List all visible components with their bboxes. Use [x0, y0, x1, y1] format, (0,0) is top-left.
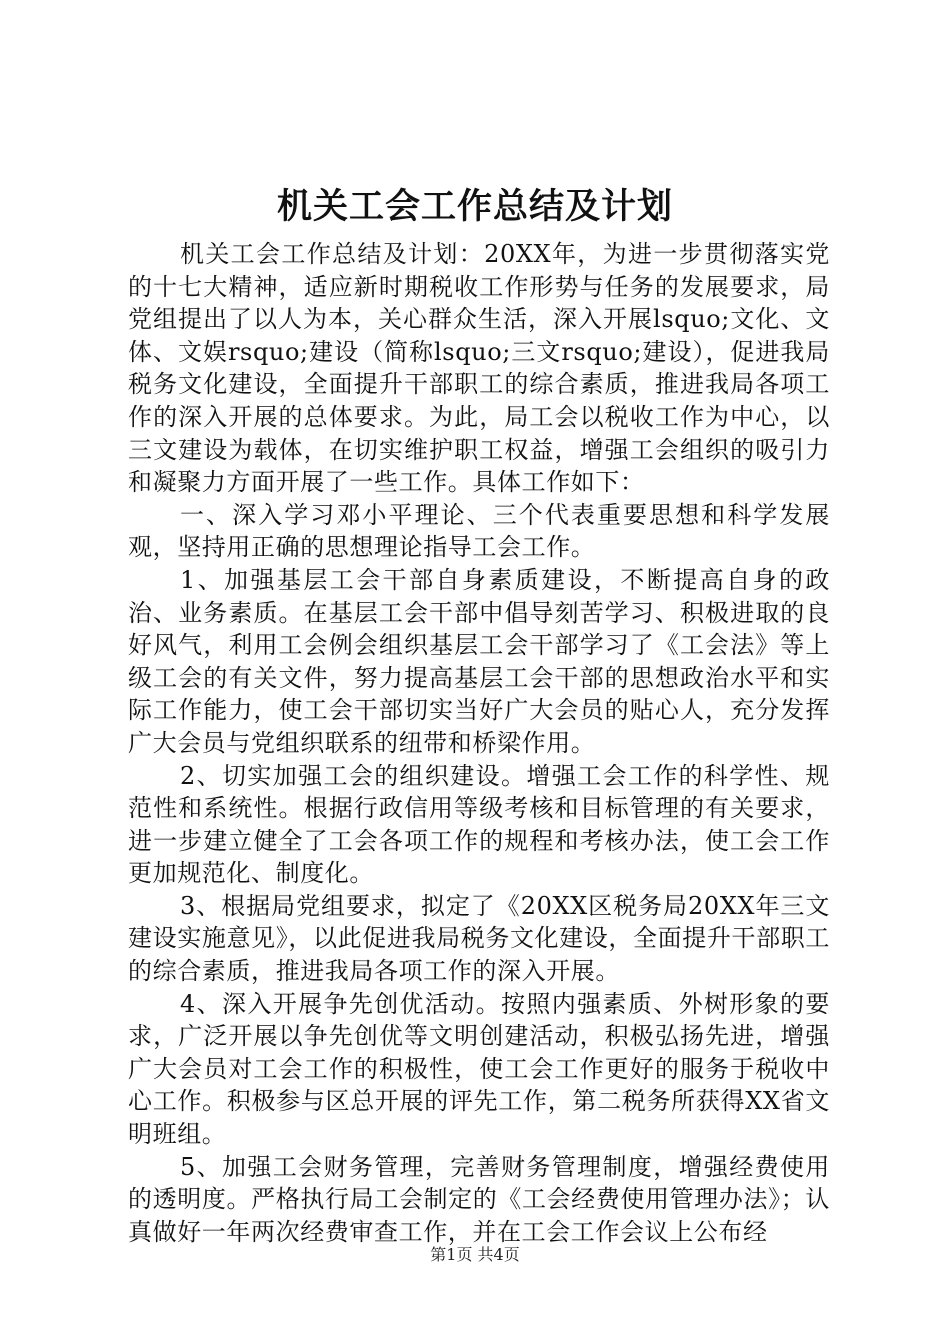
paragraph-item-1: 1、加强基层工会干部自身素质建设，不断提高自身的政治、业务素质。在基层工会干部中倡导刻苦学习、积极进取的良好风气，利用工会例会组织基层工会干部学习了《工会法》等上级工会的有关文件，努力提高基层工会干部的思想政治水平和实际工作能力，使工会干部切实当好广大会员的贴心人，充分发挥广大会员与党组织联系的纽带和桥梁作用。	[128, 565, 830, 757]
document-body	[128, 238, 830, 1248]
paragraph-item-3: 3、根据局党组要求，拟定了《20XX区税务局20XX年三文建设实施意见》，以此促进我局税务文化建设，全面提升干部职工的综合素质，推进我局各项工作的深入开展。	[128, 891, 830, 986]
paragraph-section-1: 一、深入学习邓小平理论、三个代表重要思想和科学发展观，坚持用正确的思想理论指导工会工作。	[128, 500, 830, 562]
page-number-footer: 第1页 共4页	[430, 1245, 520, 1264]
paragraph-item-4: 4、深入开展争先创优活动。按照内强素质、外树形象的要求，广泛开展以争先创优等文明创建活动，积极弘扬先进，增强广大会员对工会工作的积极性，使工会工作更好的服务于税收中心工作。积极参与区总开展的评先工作，第二税务所获得XX省文明班组。	[128, 989, 830, 1149]
paragraph-item-5: 5、加强工会财务管理，完善财务管理制度，增强经费使用的透明度。严格执行局工会制定的《工会经费使用管理办法》；认真做好一年两次经费审查工作，并在工会工作会议上公布经	[128, 1152, 830, 1246]
document-title: 机关工会工作总结及计划	[276, 186, 673, 227]
paragraph-intro: 机关工会工作总结及计划：20XX年，为进一步贯彻落实党的十七大精神，适应新时期税收工作形势与任务的发展要求，局党组提出了以人为本，关心群众生活，深入开展lsquo;文化、文体、文娱rsquo;建设（简称lsquo;三文rsquo;建设），促进我局税务文化建设，全面提升干部职工的综合素质，推进我局各项工作的深入开展的总体要求。为此，局工会以税收工作为中心，以三文建设为载体，在切实维护职工权益，增强工会组织的吸引力和凝聚力方面开展了一些工作。具体工作如下：	[128, 240, 830, 497]
paragraph-item-2: 2、切实加强工会的组织建设。增强工会工作的科学性、规范性和系统性。根据行政信用等级考核和目标管理的有关要求，进一步建立健全了工会各项工作的规程和考核办法，使工会工作更加规范化、制度化。	[128, 761, 830, 888]
